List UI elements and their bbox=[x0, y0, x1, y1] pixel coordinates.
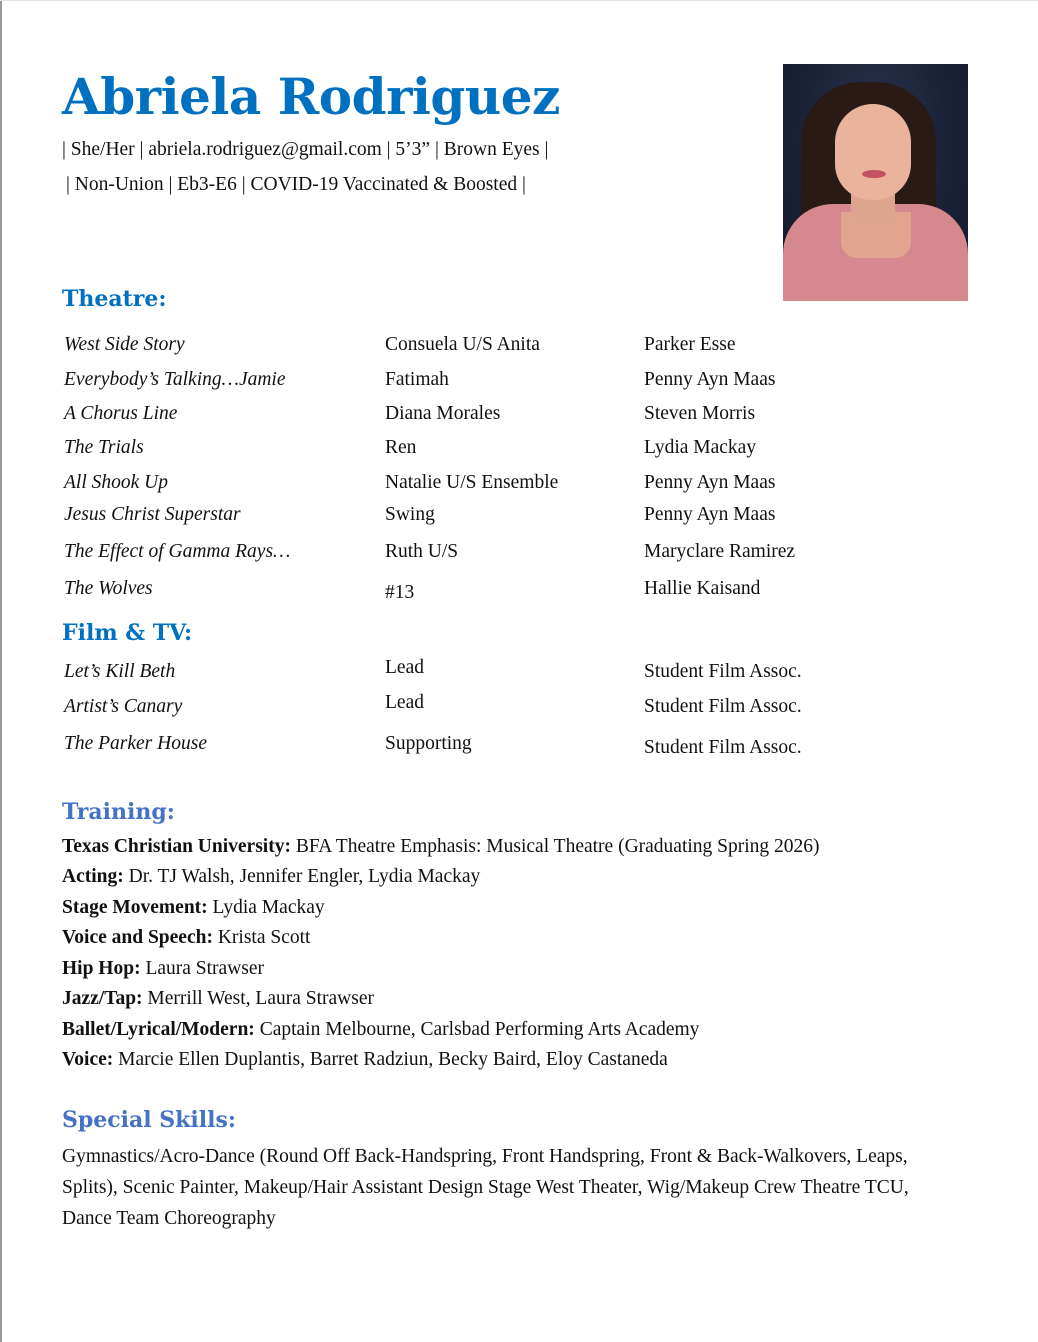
director: Lydia Mackay bbox=[644, 437, 757, 458]
director: Steven Morris bbox=[644, 403, 756, 424]
film-title: Let’s Kill Beth bbox=[64, 661, 176, 682]
contact-info-line-1: | She/Her | abriela.rodriguez@gmail.com | 5’3” | Brown Eyes | bbox=[62, 139, 549, 160]
training-label: Stage Movement: bbox=[62, 897, 208, 918]
role: Natalie U/S Ensemble bbox=[385, 472, 559, 493]
training-value: BFA Theatre Emphasis: Musical Theatre (Graduating Spring 2026) bbox=[290, 836, 820, 857]
theatre-credit-row bbox=[0, 540, 1038, 566]
film-credit-row bbox=[0, 692, 1038, 721]
film-credit-row bbox=[0, 657, 1038, 686]
theatre-heading: Theatre: bbox=[62, 286, 167, 312]
training-value: Merrill West, Laura Strawser bbox=[142, 988, 375, 1009]
special-skills-heading: Special Skills: bbox=[62, 1107, 237, 1133]
film-tv-heading: Film & TV: bbox=[62, 620, 193, 646]
show-title: The Trials bbox=[64, 437, 144, 458]
theatre-credit-row bbox=[0, 333, 1038, 359]
training-value: Marcie Ellen Duplantis, Barret Radziun, Becky Baird, Eloy Castaneda bbox=[113, 1049, 668, 1070]
role: Ruth U/S bbox=[385, 541, 459, 562]
theatre-credit-row bbox=[0, 436, 1038, 462]
show-title: The Effect of Gamma Rays… bbox=[64, 541, 291, 562]
training-value: Laura Strawser bbox=[140, 958, 265, 979]
director: Penny Ayn Maas bbox=[644, 472, 776, 493]
role: #13 bbox=[385, 582, 415, 603]
show-title: West Side Story bbox=[64, 334, 185, 355]
role: Diana Morales bbox=[385, 403, 501, 424]
actor-name: Abriela Rodriguez bbox=[62, 67, 560, 126]
training-item bbox=[62, 987, 374, 1011]
headshot-lips bbox=[862, 170, 886, 178]
role: Swing bbox=[385, 504, 435, 525]
training-item bbox=[62, 957, 264, 981]
director: Penny Ayn Maas bbox=[644, 504, 776, 525]
training-label: Ballet/Lyrical/Modern: bbox=[62, 1019, 255, 1040]
role: Lead bbox=[385, 657, 424, 678]
film-title: Artist’s Canary bbox=[64, 696, 183, 717]
role: Lead bbox=[385, 692, 424, 713]
training-label: Hip Hop: bbox=[62, 958, 141, 979]
show-title: Everybody’s Talking…Jamie bbox=[64, 369, 286, 390]
theatre-credit-row bbox=[0, 368, 1038, 394]
special-skills-text: Gymnastics/Acro-Dance (Round Off Back-Handspring, Front Handspring, Front & Back-Walkovers, Leaps, Splits), Scenic Painter, Makeup/Hair Assistant Design Stage West Theater, Wig/Makeup Crew Theatre TCU, Dance Team Choreography bbox=[62, 1146, 909, 1229]
show-title: Jesus Christ Superstar bbox=[64, 504, 241, 525]
show-title: The Wolves bbox=[64, 578, 153, 599]
film-credit-row bbox=[0, 732, 1038, 758]
training-value: Dr. TJ Walsh, Jennifer Engler, Lydia Mackay bbox=[123, 866, 481, 887]
training-item bbox=[62, 865, 480, 889]
training-item bbox=[62, 835, 820, 859]
role: Ren bbox=[385, 437, 417, 458]
theatre-credit-row bbox=[0, 577, 1038, 603]
training-item bbox=[62, 926, 310, 950]
training-label: Acting: bbox=[62, 866, 124, 887]
director: Maryclare Ramirez bbox=[644, 541, 796, 562]
theatre-credit-row bbox=[0, 503, 1038, 529]
headshot-face bbox=[835, 104, 911, 200]
training-item bbox=[62, 1018, 699, 1042]
role: Supporting bbox=[385, 733, 472, 754]
training-heading: Training: bbox=[62, 799, 175, 825]
show-title: A Chorus Line bbox=[64, 403, 178, 424]
training-value: Lydia Mackay bbox=[207, 897, 325, 918]
production: Student Film Assoc. bbox=[644, 661, 802, 682]
production: Student Film Assoc. bbox=[644, 737, 802, 758]
show-title: All Shook Up bbox=[64, 472, 168, 493]
training-label: Texas Christian University: bbox=[62, 836, 291, 857]
page-edge-top bbox=[0, 0, 1038, 1]
director: Penny Ayn Maas bbox=[644, 369, 776, 390]
theatre-credit-row bbox=[0, 402, 1038, 428]
training-label: Voice: bbox=[62, 1049, 114, 1070]
production: Student Film Assoc. bbox=[644, 696, 802, 717]
role: Consuela U/S Anita bbox=[385, 334, 540, 355]
training-value: Krista Scott bbox=[212, 927, 311, 948]
training-item bbox=[62, 1048, 668, 1072]
training-value: Captain Melbourne, Carlsbad Performing Arts Academy bbox=[254, 1019, 700, 1040]
role: Fatimah bbox=[385, 369, 449, 390]
training-label: Jazz/Tap: bbox=[62, 988, 143, 1009]
theatre-credit-row bbox=[0, 471, 1038, 497]
director: Parker Esse bbox=[644, 334, 736, 355]
director: Hallie Kaisand bbox=[644, 578, 761, 599]
training-item bbox=[62, 896, 325, 920]
contact-info-line-2: | Non-Union | Eb3-E6 | COVID-19 Vaccinated & Boosted | bbox=[66, 174, 526, 195]
film-title: The Parker House bbox=[64, 733, 207, 754]
headshot-photo bbox=[783, 64, 968, 301]
training-label: Voice and Speech: bbox=[62, 927, 213, 948]
